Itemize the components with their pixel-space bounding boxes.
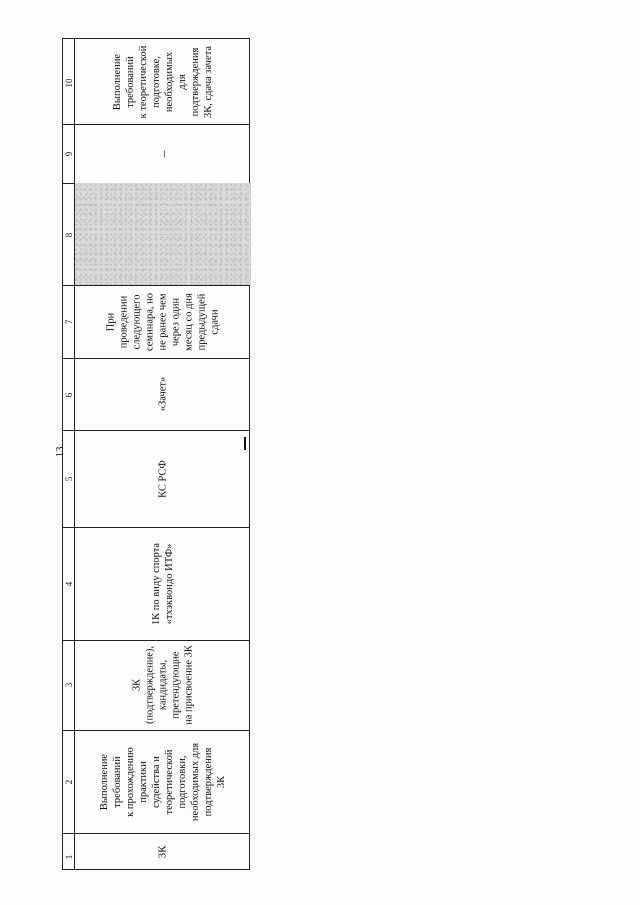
cell-col5: [75, 430, 251, 527]
cell-col7: [75, 285, 251, 358]
cell-col3: [75, 640, 251, 730]
cell-col9: [75, 124, 251, 183]
col4-text: 1К по виду спорта «тхэквондо ИТФ»: [151, 542, 175, 625]
cell-col6: [75, 358, 251, 430]
column-number-7: 7: [64, 319, 74, 325]
column-number-3: 3: [64, 682, 74, 688]
column-number-6: 6: [64, 392, 74, 398]
page-number: 13: [54, 446, 66, 458]
col7-text: При проведении следующего семинара, но не ранее чем через один месяц со дня предыдущей сдачи: [105, 292, 221, 351]
cell-col8-shaded: [75, 183, 251, 285]
cell-col1: [75, 833, 251, 871]
cell-col4: [75, 527, 251, 640]
column-number-5: 5: [64, 476, 74, 482]
column-number-2: 2: [64, 779, 74, 785]
cell-col2: [75, 730, 251, 833]
col2-text: Выполнение требований к прохождению практики судейства и теоретической подготовки, необходимых для подтверждения 3К: [99, 742, 227, 821]
column-number-4: 4: [64, 581, 74, 587]
col6-text: «Зачет»: [157, 376, 169, 412]
column-number-8: 8: [64, 232, 74, 238]
col10-text: Выполнение требований к теоретической подготовке, необходимых для подтверждения 3К, сдача зачета: [112, 45, 214, 118]
col9-dash: –: [155, 150, 171, 157]
scan-mark: [244, 437, 246, 450]
col1-text: 3К: [156, 845, 169, 859]
column-number-1: 1: [64, 854, 74, 860]
column-number-strip: [63, 39, 75, 869]
column-number-9: 9: [64, 151, 74, 157]
col3-text: 3К (подтверждение), кандидаты, претендующие на присвоение 3К: [131, 645, 195, 725]
cell-col10: [75, 39, 251, 124]
col5-text: КС РСФ: [157, 459, 169, 498]
requirements-table: [62, 38, 250, 870]
column-number-10: 10: [64, 78, 74, 88]
